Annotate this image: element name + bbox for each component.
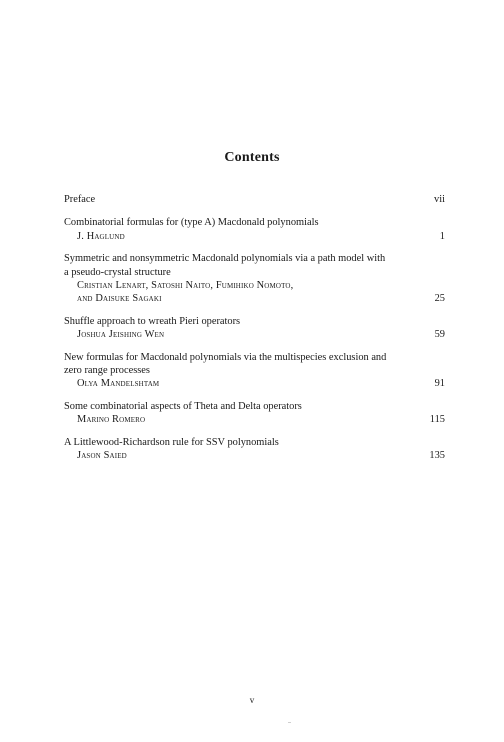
toc-entry	[64, 436, 445, 463]
folio-page-number: v	[249, 695, 255, 705]
toc-entry	[64, 252, 445, 306]
entry-title: Some combinatorial aspects of Theta and Delta operators	[64, 400, 302, 412]
toc-entry	[64, 315, 445, 342]
page-number: 1	[439, 230, 445, 242]
toc-entry	[64, 216, 445, 243]
entry-title: a pseudo-crystal structure	[64, 266, 171, 278]
contents-heading: Contents	[224, 150, 280, 165]
toc-row	[64, 193, 445, 206]
entry-title: Combinatorial formulas for (type A) Macdonald polynomials	[64, 217, 319, 229]
toc-row	[64, 230, 445, 243]
entry-authors: Olya Mandelshtam	[77, 378, 160, 390]
toc-entry	[64, 351, 445, 391]
page-number: 135	[429, 450, 445, 462]
entry-authors: and Daisuke Sagaki	[77, 293, 162, 305]
entry-authors: Joshua Jeishing Wen	[77, 329, 165, 341]
toc-row	[64, 377, 445, 390]
entry-title: New formulas for Macdonald polynomials via the multispecies exclusion and	[64, 351, 387, 363]
entry-title: Preface	[64, 194, 96, 205]
table-of-contents	[64, 193, 445, 472]
entry-title: zero range processes	[64, 365, 150, 377]
page-number: 59	[434, 329, 445, 341]
toc-row	[64, 328, 445, 341]
toc-entry	[64, 400, 445, 427]
entry-authors: J. Haglund	[77, 230, 125, 242]
toc-entry-preface	[64, 193, 445, 206]
entry-authors: Marino Romero	[77, 414, 146, 426]
page-number: 91	[434, 378, 445, 390]
toc-row	[64, 292, 445, 305]
page-number: 25	[434, 293, 445, 305]
page-number: 115	[429, 414, 445, 426]
entry-authors: Cristian Lenart, Satoshi Naito, Fumihiko Nomoto,	[77, 280, 294, 292]
entry-title: Symmetric and nonsymmetric Macdonald polynomials via a path model with	[64, 253, 386, 265]
entry-title: Shuffle approach to wreath Pieri operators	[64, 315, 241, 327]
entry-authors: Jason Saied	[77, 450, 127, 462]
scan-speck	[288, 722, 291, 723]
toc-row	[64, 449, 445, 462]
page-number: vii	[434, 194, 445, 205]
entry-title: A Littlewood-Richardson rule for SSV polynomials	[64, 436, 279, 448]
toc-row	[64, 413, 445, 426]
